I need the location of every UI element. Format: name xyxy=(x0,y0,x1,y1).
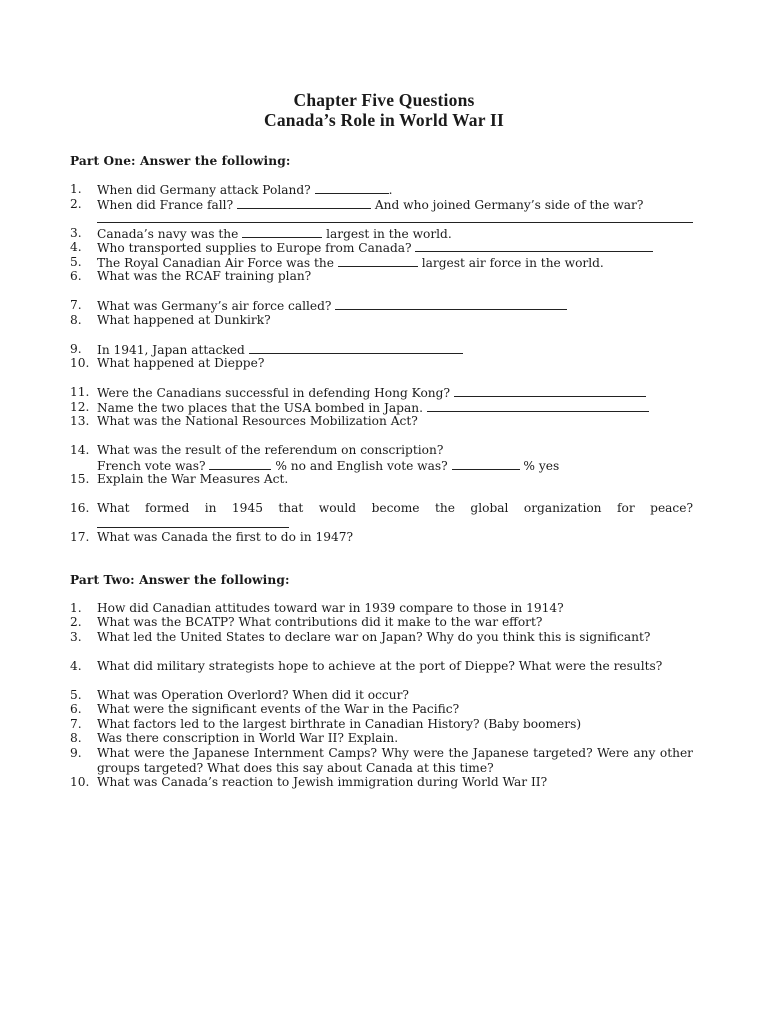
page-title: Chapter Five Questions xyxy=(293,90,475,110)
question-number: 9. xyxy=(70,342,82,356)
question-number: 1. xyxy=(70,601,82,615)
question-text: When did Germany attack Poland? . xyxy=(97,183,393,197)
question-text: When did France fall? And who joined Germany’s side of the war? xyxy=(97,198,644,212)
question-text: What was the result of the referendum on conscription? xyxy=(97,443,444,457)
question-text: Canada’s navy was the largest in the world. xyxy=(97,227,452,241)
answer-blank[interactable] xyxy=(315,182,389,194)
question-number: 2. xyxy=(70,615,82,629)
question-number: 13. xyxy=(70,414,90,428)
question-number: 10. xyxy=(70,775,90,789)
answer-blank[interactable] xyxy=(242,226,322,238)
question-number: 11. xyxy=(70,385,90,399)
question-number: 15. xyxy=(70,472,90,486)
answer-blank[interactable] xyxy=(452,458,520,470)
question-number: 5. xyxy=(70,688,82,702)
question-text: What led the United States to declare war on Japan? Why do you think this is significant? xyxy=(97,630,651,644)
question-number: 3. xyxy=(70,630,82,644)
question-number: 7. xyxy=(70,717,82,731)
question-number: 5. xyxy=(70,255,82,269)
question-number: 3. xyxy=(70,226,82,240)
question-number: 2. xyxy=(70,197,82,211)
question-text: Who transported supplies to Europe from Canada? xyxy=(97,240,653,256)
question-number: 12. xyxy=(70,400,90,414)
question-text: How did Canadian attitudes toward war in 1939 compare to those in 1914? xyxy=(97,601,564,615)
question-text: What factors led to the largest birthrate in Canadian History? (Baby boomers) xyxy=(97,717,582,731)
question-text: What did military strategists hope to achieve at the port of Dieppe? What were the results? xyxy=(97,659,663,673)
question-number: 4. xyxy=(70,659,82,673)
question-number: 14. xyxy=(70,443,90,457)
answer-blank[interactable] xyxy=(454,385,646,397)
answer-blank[interactable] xyxy=(209,458,271,470)
question-number: 6. xyxy=(70,702,82,716)
question-text: What was Canada’s reaction to Jewish immigration during World War II? xyxy=(97,775,548,789)
question-text: What were the significant events of the War in the Pacific? xyxy=(97,702,460,716)
question-number: 8. xyxy=(70,731,82,745)
question-subtext: French vote was? % no and English vote was? % yes xyxy=(97,459,560,473)
question-text: What happened at Dunkirk? xyxy=(97,313,271,327)
question-number: 1. xyxy=(70,182,82,196)
question-text: What was Operation Overlord? When did it occur? xyxy=(97,688,409,702)
question-text: Was there conscription in World War II? Explain. xyxy=(97,731,399,745)
question-text: What was the National Resources Mobilization Act? xyxy=(97,414,418,428)
page-subtitle: Canada’s Role in World War II xyxy=(264,110,504,130)
answer-blank[interactable] xyxy=(249,342,463,354)
answer-blank[interactable] xyxy=(415,240,653,252)
answer-line[interactable] xyxy=(97,211,693,227)
question-text: What was Germany’s air force called? xyxy=(97,298,567,314)
answer-blank[interactable] xyxy=(338,255,418,267)
question-text: What was Canada the first to do in 1947? xyxy=(97,530,353,544)
question-number: 6. xyxy=(70,269,82,283)
question-text: What formed in 1945 that would become the global organization for peace? xyxy=(97,501,693,531)
part-two-heading: Part Two: Answer the following: xyxy=(70,573,290,587)
answer-blank[interactable] xyxy=(427,400,649,412)
part-one-heading: Part One: Answer the following: xyxy=(70,154,291,168)
question-number: 10. xyxy=(70,356,90,370)
question-number: 4. xyxy=(70,240,82,254)
question-text: What was the BCATP? What contributions did it make to the war effort? xyxy=(97,615,543,629)
question-text: In 1941, Japan attacked xyxy=(97,342,463,358)
question-number: 7. xyxy=(70,298,82,312)
question-number: 8. xyxy=(70,313,82,327)
answer-blank[interactable] xyxy=(97,516,289,528)
question-text: Explain the War Measures Act. xyxy=(97,472,289,486)
question-number: 9. xyxy=(70,746,82,760)
question-text: The Royal Canadian Air Force was the largest air force in the world. xyxy=(97,256,604,270)
question-number: 16. xyxy=(70,501,90,515)
question-text: Name the two places that the USA bombed in Japan. xyxy=(97,400,649,416)
question-number: 17. xyxy=(70,530,90,544)
question-text: What were the Japanese Internment Camps? Why were the Japanese targeted? Were any other groups targeted? What does this say about Canada at this time? xyxy=(97,746,693,775)
question-text: What happened at Dieppe? xyxy=(97,356,265,370)
answer-blank[interactable] xyxy=(335,298,567,310)
question-text: What was the RCAF training plan? xyxy=(97,269,312,283)
answer-blank[interactable] xyxy=(237,197,371,209)
question-text: Were the Canadians successful in defending Hong Kong? xyxy=(97,385,646,401)
